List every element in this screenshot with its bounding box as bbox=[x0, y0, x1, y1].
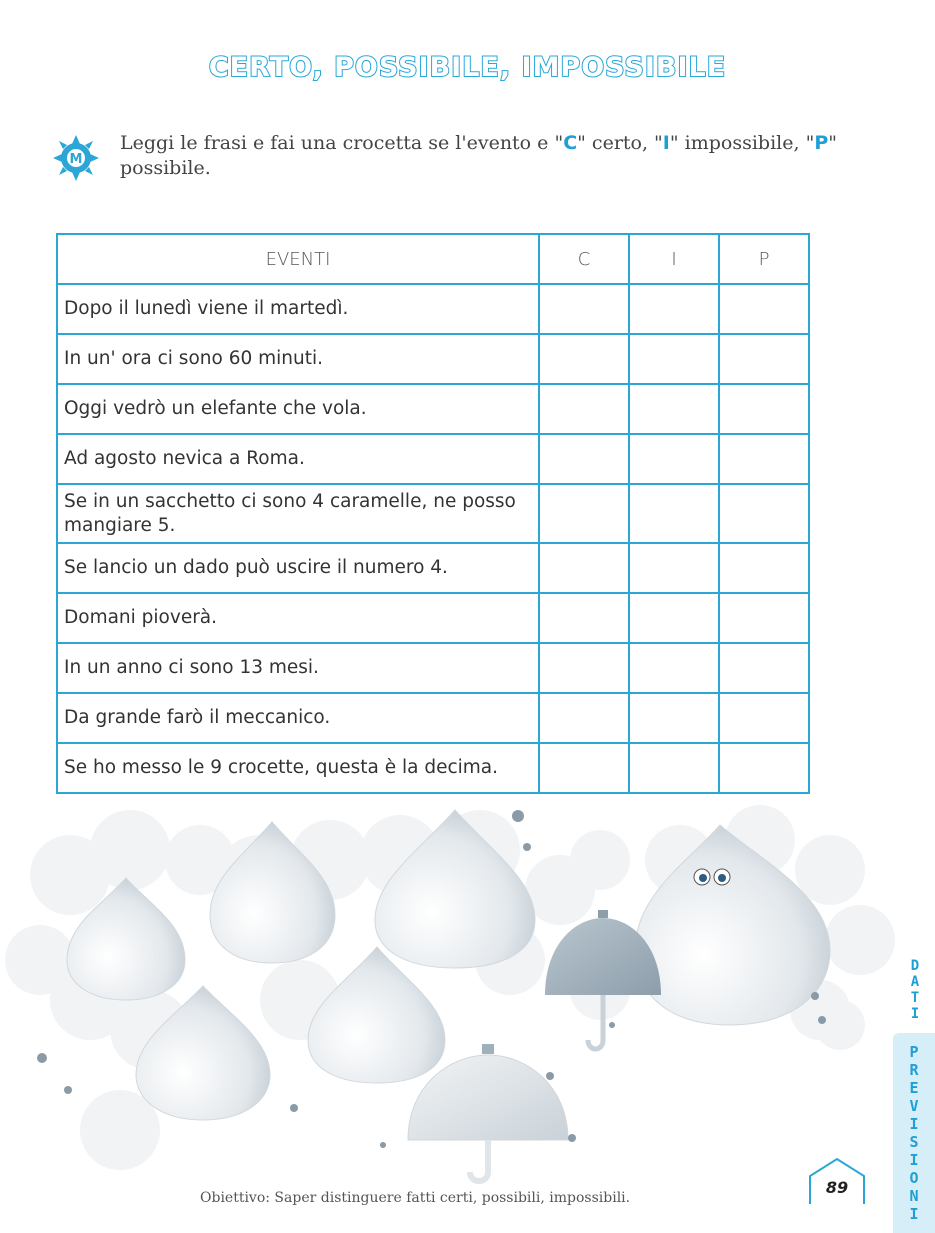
checkbox-c[interactable] bbox=[539, 693, 629, 743]
event-text: Se ho messo le 9 crocette, questa è la decima. bbox=[57, 743, 539, 793]
checkbox-i[interactable] bbox=[629, 643, 719, 693]
checkbox-i[interactable] bbox=[629, 334, 719, 384]
method-badge-icon bbox=[52, 134, 100, 182]
checkbox-p[interactable] bbox=[719, 284, 809, 334]
checkbox-p[interactable] bbox=[719, 484, 809, 543]
event-text: Oggi vedrò un elefante che vola. bbox=[57, 384, 539, 434]
checkbox-i[interactable] bbox=[629, 284, 719, 334]
checkbox-i[interactable] bbox=[629, 543, 719, 593]
event-text: In un anno ci sono 13 mesi. bbox=[57, 643, 539, 693]
checkbox-c[interactable] bbox=[539, 593, 629, 643]
header-eventi: EVENTI bbox=[57, 234, 539, 284]
event-text: Domani pioverà. bbox=[57, 593, 539, 643]
checkbox-i[interactable] bbox=[629, 384, 719, 434]
checkbox-p[interactable] bbox=[719, 693, 809, 743]
event-text: In un' ora ci sono 60 minuti. bbox=[57, 334, 539, 384]
table-row bbox=[57, 543, 809, 593]
table-row bbox=[57, 384, 809, 434]
header-i: I bbox=[629, 234, 719, 284]
events-table bbox=[56, 233, 810, 794]
table-row bbox=[57, 284, 809, 334]
event-text: Se in un sacchetto ci sono 4 caramelle, ne posso mangiare 5. bbox=[57, 484, 539, 543]
side-tab-dati: DATI bbox=[910, 958, 920, 1022]
checkbox-p[interactable] bbox=[719, 743, 809, 793]
svg-text:M: M bbox=[69, 152, 83, 167]
table-row bbox=[57, 693, 809, 743]
table-row bbox=[57, 593, 809, 643]
side-tab-previsioni: PREVISIONI bbox=[893, 1033, 935, 1233]
objective-footer: Obiettivo: Saper distinguere fatti certi, possibili, impossibili. bbox=[200, 1190, 631, 1206]
checkbox-p[interactable] bbox=[719, 643, 809, 693]
checkbox-p[interactable] bbox=[719, 434, 809, 484]
checkbox-c[interactable] bbox=[539, 743, 629, 793]
page-title: CERTO, POSSIBILE, IMPOSSIBILE bbox=[208, 52, 727, 83]
checkbox-i[interactable] bbox=[629, 693, 719, 743]
checkbox-c[interactable] bbox=[539, 434, 629, 484]
checkbox-c[interactable] bbox=[539, 334, 629, 384]
table-row bbox=[57, 484, 809, 543]
header-p: P bbox=[719, 234, 809, 284]
event-text: Dopo il lunedì viene il martedì. bbox=[57, 284, 539, 334]
rain-illustration bbox=[0, 800, 935, 1200]
checkbox-i[interactable] bbox=[629, 434, 719, 484]
checkbox-c[interactable] bbox=[539, 543, 629, 593]
header-c: C bbox=[539, 234, 629, 284]
checkbox-i[interactable] bbox=[629, 593, 719, 643]
table-row bbox=[57, 334, 809, 384]
checkbox-c[interactable] bbox=[539, 384, 629, 434]
checkbox-i[interactable] bbox=[629, 743, 719, 793]
table-row bbox=[57, 434, 809, 484]
event-text: Da grande farò il meccanico. bbox=[57, 693, 539, 743]
checkbox-c[interactable] bbox=[539, 643, 629, 693]
checkbox-p[interactable] bbox=[719, 593, 809, 643]
event-text: Se lancio un dado può uscire il numero 4. bbox=[57, 543, 539, 593]
checkbox-p[interactable] bbox=[719, 543, 809, 593]
checkbox-i[interactable] bbox=[629, 484, 719, 543]
table-row bbox=[57, 643, 809, 693]
event-text: Ad agosto nevica a Roma. bbox=[57, 434, 539, 484]
checkbox-p[interactable] bbox=[719, 384, 809, 434]
table-row bbox=[57, 743, 809, 793]
instruction-text: Leggi le frasi e fai una crocetta se l'evento e "C" certo, "I" impossibile, "P" possibile. bbox=[120, 132, 837, 179]
checkbox-c[interactable] bbox=[539, 284, 629, 334]
checkbox-p[interactable] bbox=[719, 334, 809, 384]
table-header-row bbox=[57, 234, 809, 284]
checkbox-c[interactable] bbox=[539, 484, 629, 543]
page-number: 89 bbox=[825, 1178, 849, 1197]
